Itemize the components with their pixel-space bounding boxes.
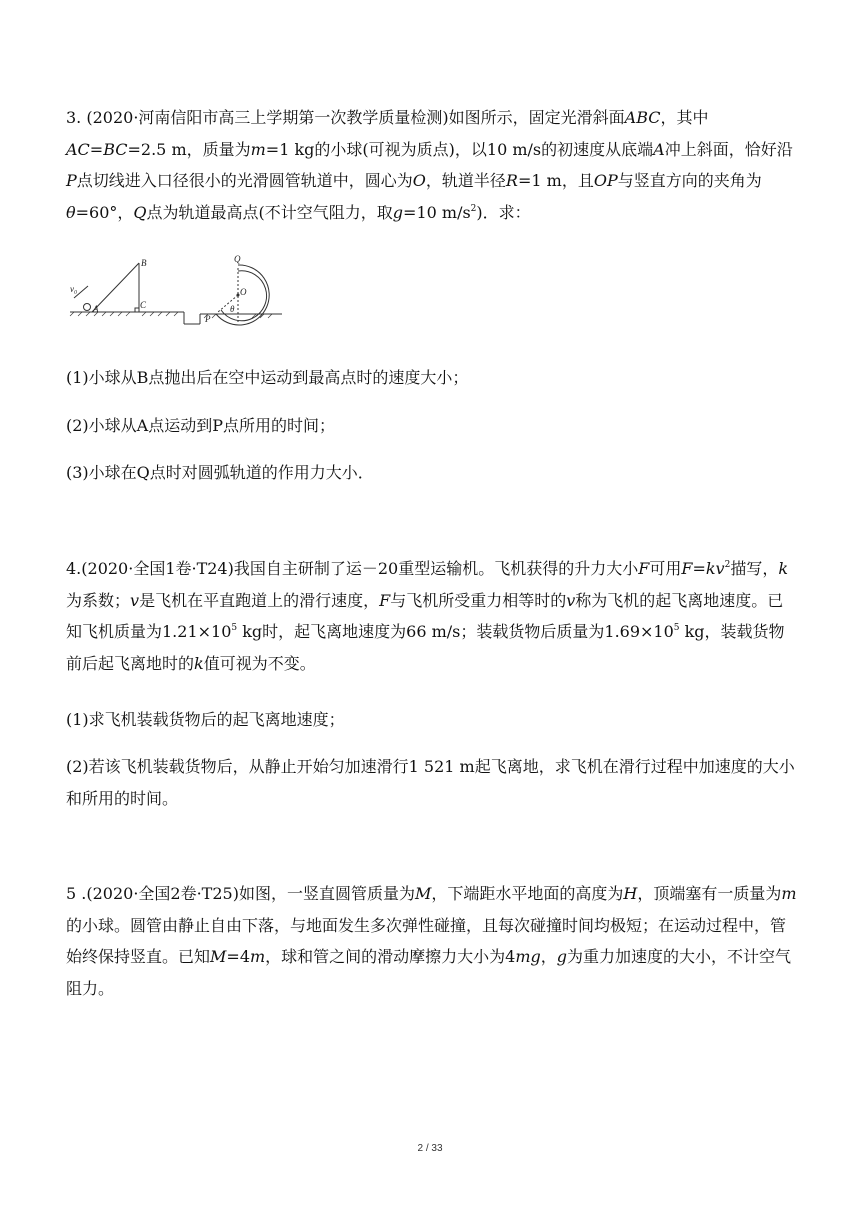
label-A: A [93, 304, 99, 314]
q4-sub2: (2)若该飞机装载货物后，从静止开始匀加速滑行1 521 m起飞离地，求飞机在滑行过程中加速度的大小和所用的时间。 [66, 757, 795, 808]
label-C: C [140, 300, 147, 310]
q3-sub3: (3)小球在Q点时对圆弧轨道的作用力大小． [66, 463, 374, 482]
label-v0: v₀ [70, 284, 78, 294]
q4-sub1: (1)求飞机装载货物后的起飞离地速度； [66, 710, 345, 729]
label-B: B [141, 258, 147, 268]
q3-sub1: (1)小球从B点抛出后在空中运动到最高点时的速度大小； [66, 368, 469, 387]
page-number: 2 / 33 [417, 1143, 443, 1154]
label-Q: Q [234, 254, 241, 264]
q3-figure [66, 252, 286, 334]
label-O: O [240, 287, 247, 297]
q3-paragraph: 3. (2020·河南信阳市高三上学期第一次教学质量检测)如图所示，固定光滑斜面ABC，其中AC=BC=2.5 m，质量为m=1 kg的小球(可视为质点)，以10 m/s的初速度从底端A冲上斜面，恰好沿 P点切线进入口径很小的光滑圆管轨道中，圆心为O，轨道半径R=1 m，且OP与竖直方向的夹角为θ=60°，Q点为轨道最高点(不计空气阻力，取g=10 $m/s^2$)．求： [66, 108, 793, 222]
q5-paragraph: 5 .(2020·全国2卷·T25)如图，一竖直圆管质量为M，下端距水平地面的高度为H，顶端塞有一质量为m的小球。圆管由静止自由下落，与地面发生多次弹性碰撞，且每次碰撞时间均极短；在运动过程中，管始终保持竖直。已知M=4m，球和管之间的滑动摩擦力大小为4mg，g为重力加速度的大小，不计空气阻力。 [66, 884, 797, 998]
label-theta: θ [230, 304, 235, 314]
label-P: P [205, 314, 211, 324]
q4-paragraph: 4.(2020·全国1卷·T24)我国自主研制了运－20重型运输机。飞机获得的升力大小F可用$F=kv^2$描写，k为系数；v是飞机在平直跑道上的滑行速度，F与飞机所受重力相等时的v称为飞机的起飞离地速度。已知飞机质量为$1.21\times 10^5$ kg时，起飞离地速度为66 m/s；装载货物后质量为$1.69\times 10^5$ kg，装载货物前后起飞离地时的k值可视为不变。 [66, 559, 789, 673]
q3-sub2: (2)小球从A点运动到P点所用的时间； [66, 416, 335, 435]
